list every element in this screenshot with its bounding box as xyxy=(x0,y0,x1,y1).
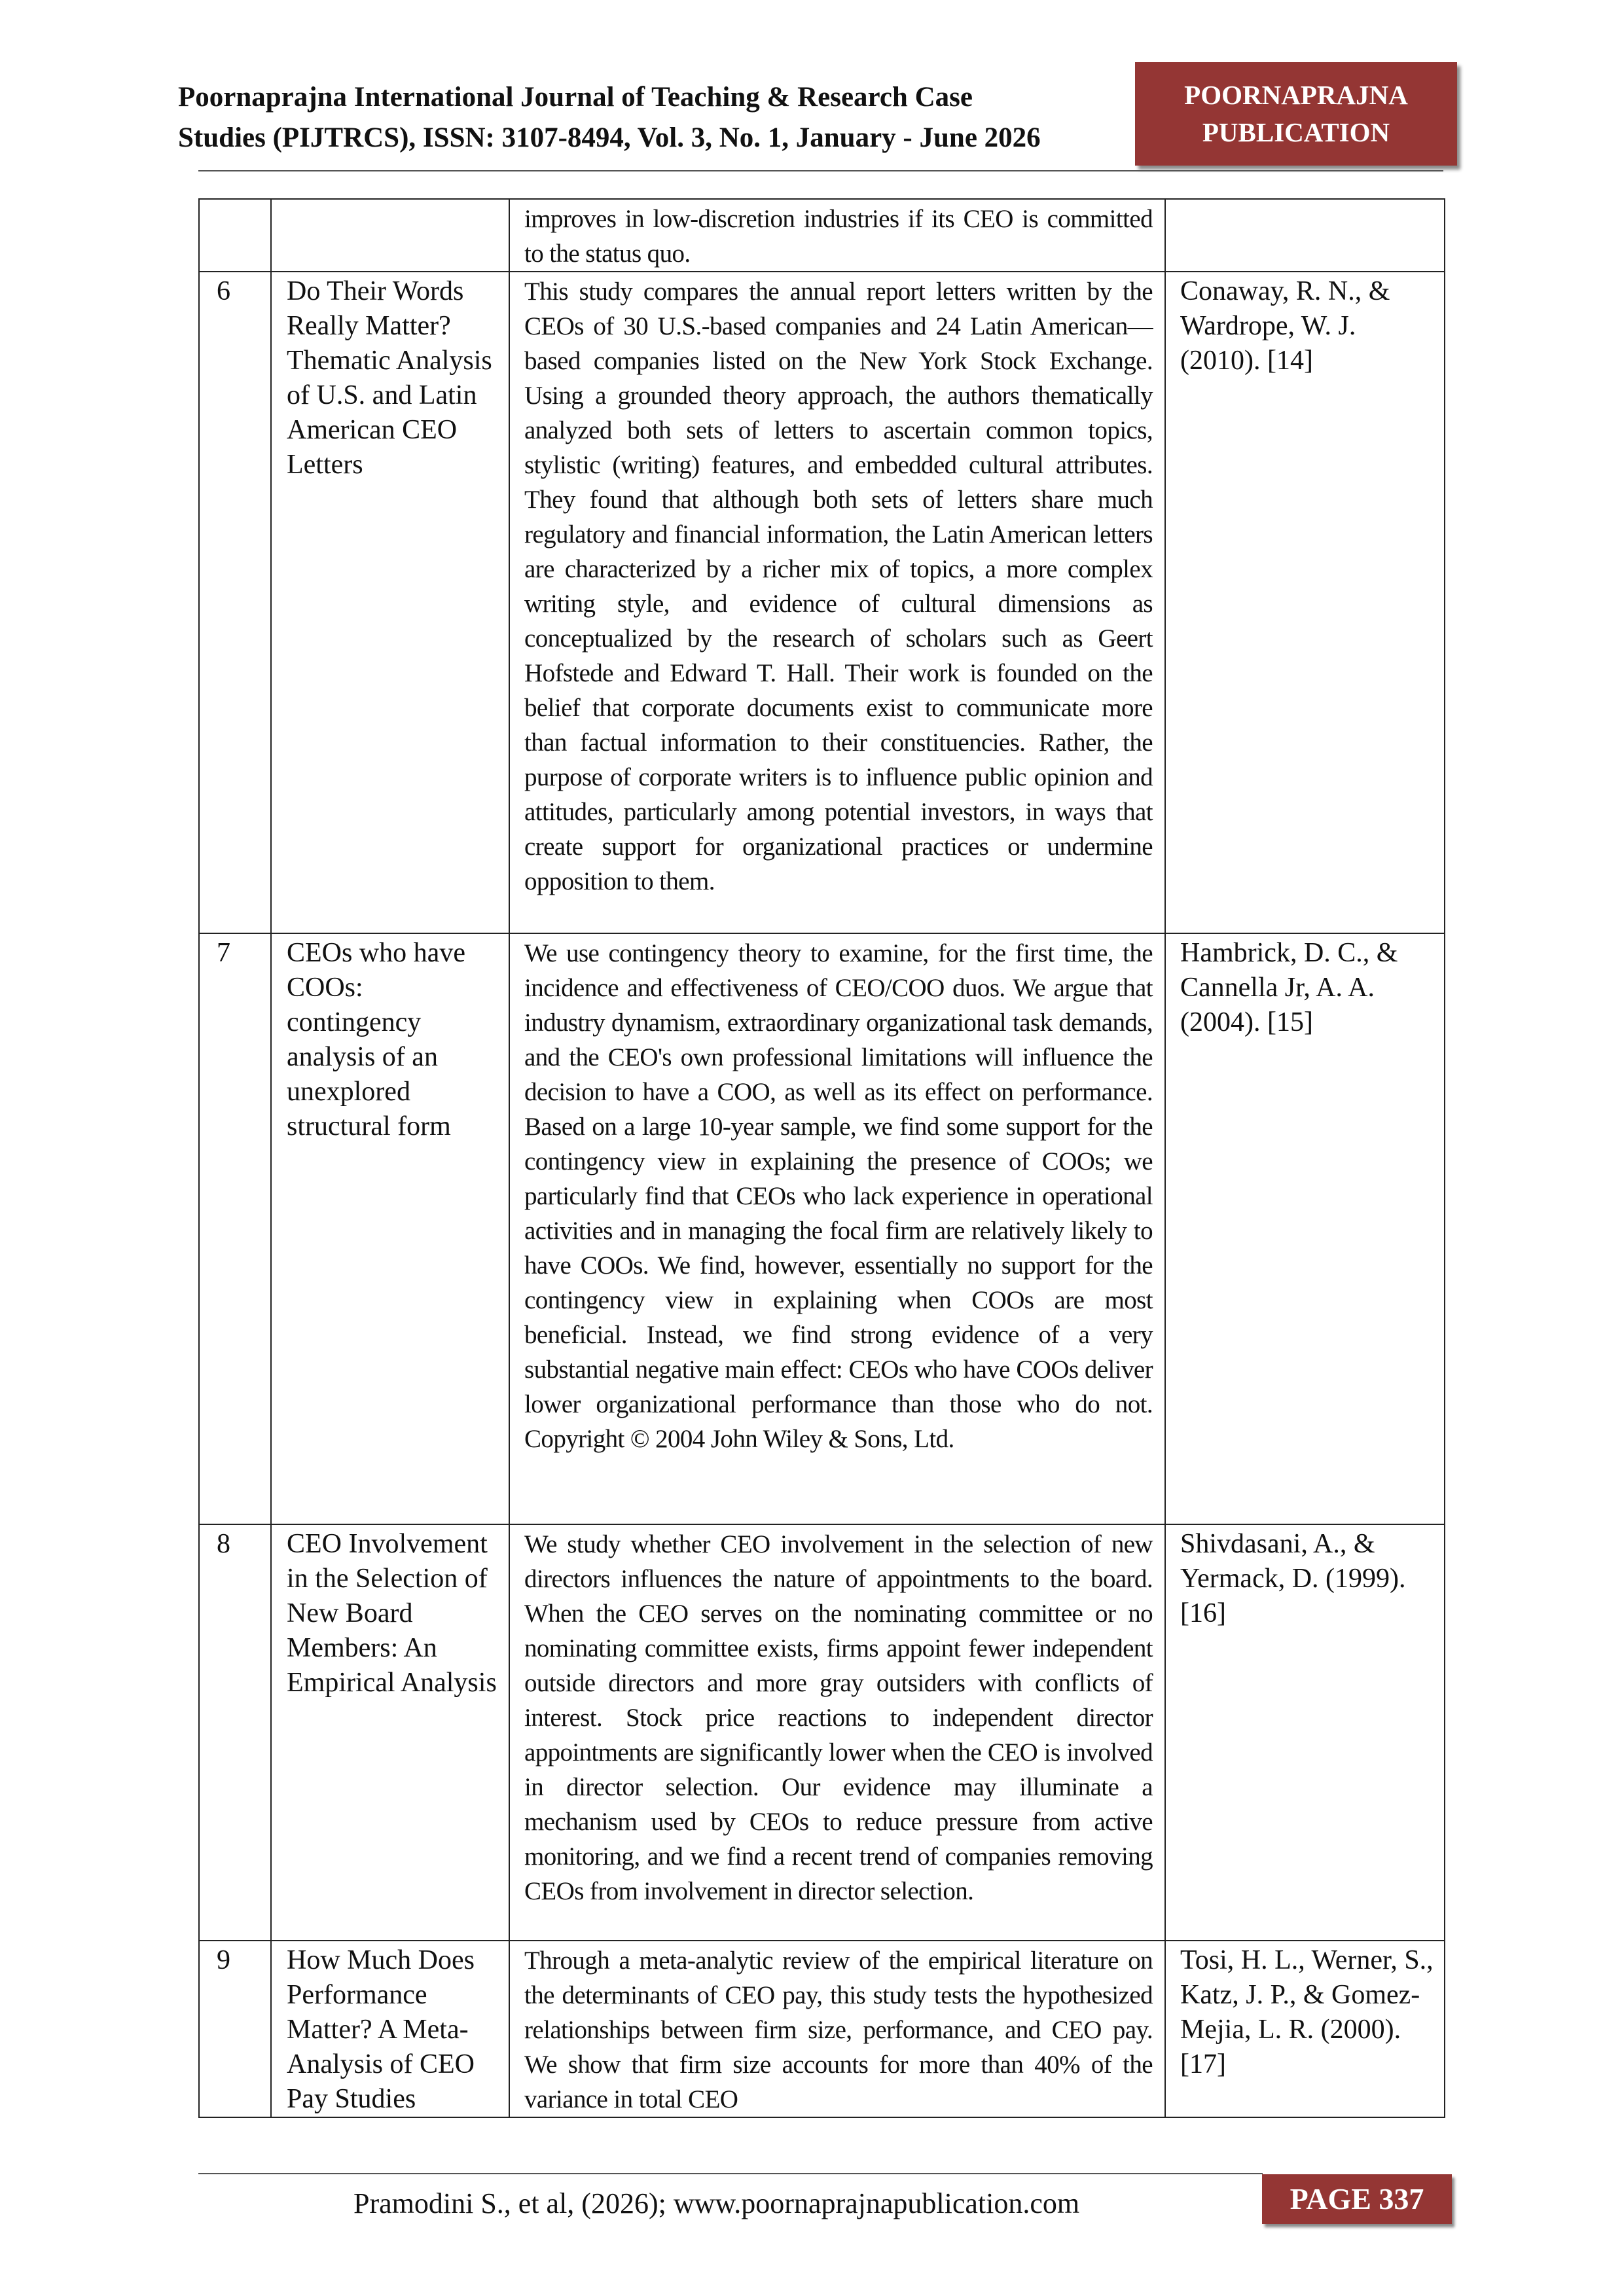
row-number: 9 xyxy=(199,1941,271,2117)
header-divider xyxy=(198,170,1443,171)
page-number-badge: PAGE 337 xyxy=(1262,2174,1452,2224)
paper-abstract: We study whether CEO involvement in the selection of new directors influences the nature of appointments to the board. When the CEO serves on the nominating committee or no nominating committee exists, firms appoint fewer independent outside directors and more gray outsiders with conflicts of interest. Stock price reactions to independent director appointments are significantly lower when the CEO is involved in director selection. Our evidence may illuminate a mechanism used by CEOs to reduce pressure from active monitoring, and we find a recent trend of companies removing CEOs from involvement in director selection. xyxy=(509,1524,1165,1941)
paper-authors: Shivdasani, A., & Yermack, D. (1999).[16] xyxy=(1165,1524,1445,1941)
row-number xyxy=(199,199,271,272)
publisher-badge-line-2: PUBLICATION xyxy=(1202,117,1390,147)
row-number: 8 xyxy=(199,1524,271,1941)
paper-title: CEO Involvement in the Selection of New Board Members: An Empirical Analysis xyxy=(271,1524,509,1941)
paper-authors: Tosi, H. L., Werner, S., Katz, J. P., & Gomez-Mejia, L. R. (2000). [17] xyxy=(1165,1941,1445,2117)
paper-authors: Conaway, R. N., & Wardrope, W. J. (2010). [14] xyxy=(1165,272,1445,933)
paper-abstract: This study compares the annual report letters written by the CEOs of 30 U.S.-based companies and 24 Latin American—based companies listed on the New York Stock Exchange. Using a grounded theory approach, the authors thematically analyzed both sets of letters to ascertain common topics, stylistic (writing) features, and embedded cultural attributes. They found that although both sets of letters share much regulatory and financial information, the Latin American letters are characterized by a richer mix of topics, a more complex writing style, and evidence of cultural dimensions as conceptualized by the research of scholars such as Geert Hofstede and Edward T. Hall. Their work is founded on the belief that corporate documents exist to communicate more than factual information to their constituencies. Rather, the purpose of corporate writers is to influence public opinion and attitudes, particularly among potential investors, in ways that create support for organizational practices or undermine opposition to them. xyxy=(509,272,1165,933)
paper-title xyxy=(271,199,509,272)
paper-authors xyxy=(1165,199,1445,272)
journal-title xyxy=(178,77,1134,158)
literature-review-table xyxy=(198,198,1445,2118)
footer-divider xyxy=(198,2173,1263,2174)
journal-title-line-1: Poornaprajna International Journal of Teaching & Research Case xyxy=(178,82,973,113)
paper-abstract: We use contingency theory to examine, for the first time, the incidence and effectiveness of CEO/COO duos. We argue that industry dynamism, extraordinary organizational task demands, and the CEO's own professional limitations will influence the decision to have a COO, as well as its effect on performance. Based on a large 10-year sample, we find some support for the contingency view in explaining the presence of COOs; we particularly find that CEOs who lack experience in operational activities and in managing the focal firm are relatively likely to have COOs. We find, however, essentially no support for the contingency view in explaining when COOs are most beneficial. Instead, we find strong evidence of a very substantial negative main effect: CEOs who have COOs deliver lower organizational performance than those who do not. Copyright © 2004 John Wiley & Sons, Ltd. xyxy=(509,933,1165,1524)
table-row xyxy=(199,272,1445,933)
table-row xyxy=(199,1941,1445,2117)
table-row xyxy=(199,1524,1445,1941)
row-number: 7 xyxy=(199,933,271,1524)
table-row xyxy=(199,933,1445,1524)
publisher-badge xyxy=(1135,62,1457,166)
publisher-badge-line-1: POORNAPRAJNA xyxy=(1184,80,1408,110)
paper-title: CEOs who have COOs: contingency analysis of an unexplored structural form xyxy=(271,933,509,1524)
table-row xyxy=(199,199,1445,272)
paper-abstract: improves in low-discretion industries if its CEO is committed to the status quo. xyxy=(509,199,1165,272)
footer-citation: Pramodini S., et al, (2026); www.poornaprajnapublication.com xyxy=(353,2187,1080,2219)
row-number: 6 xyxy=(199,272,271,933)
paper-title: How Much Does Performance Matter? A Meta-Analysis of CEO Pay Studies xyxy=(271,1941,509,2117)
journal-title-line-2: Studies (PIJTRCS), ISSN: 3107-8494, Vol. 3, No. 1, January - June 2026 xyxy=(178,122,1041,153)
paper-abstract: Through a meta-analytic review of the empirical literature on the determinants of CEO pay, this study tests the hypothesized relationships between firm size, performance, and CEO pay. We show that firm size accounts for more than 40% of the variance in total CEO xyxy=(509,1941,1165,2117)
paper-authors: Hambrick, D. C., & Cannella Jr, A. A. (2004). [15] xyxy=(1165,933,1445,1524)
paper-title: Do Their Words Really Matter? Thematic Analysis of U.S. and Latin American CEO Letters xyxy=(271,272,509,933)
